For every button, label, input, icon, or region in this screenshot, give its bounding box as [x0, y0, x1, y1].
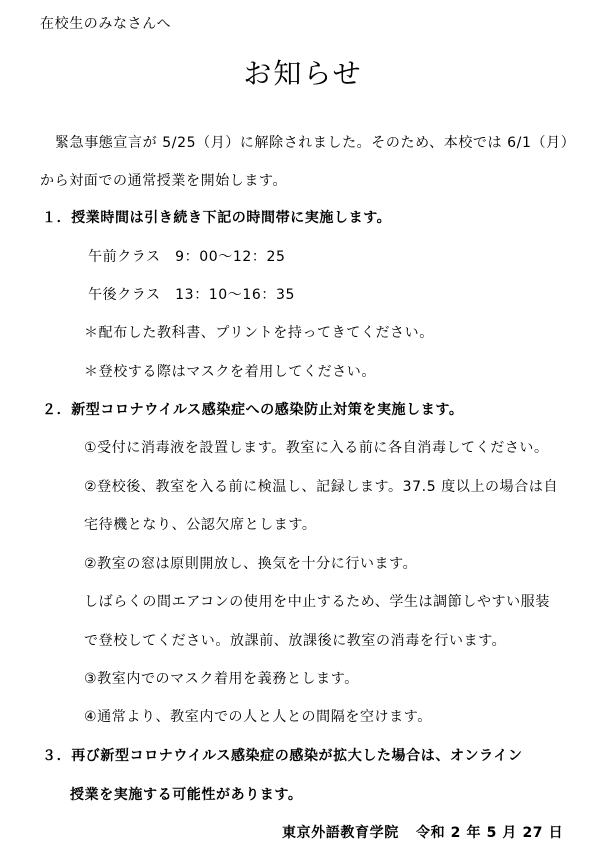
- note-masks: ＊登校する際はマスクを着用してください。: [84, 364, 376, 380]
- intro-line-2: から対面での通常授業を開始します。: [40, 173, 288, 189]
- issue-date: 令和 2 年 5 月 27 日: [416, 825, 564, 841]
- measure-item-3-line-2: しばらくの間エアコンの使用を中止するため、学生は調節しやすい服装: [84, 594, 550, 610]
- measure-item-2-line-2: 宅待機となり、公認欠席とします。: [84, 517, 317, 533]
- section1-heading: １．授業時間は引き続き下記の時間帯に実施します。: [42, 210, 392, 226]
- addressee: 在校生のみなさんへ: [40, 16, 172, 32]
- measure-item-1: ①受付に消毒液を設置します。教室に入る前に各自消毒してください。: [84, 440, 549, 456]
- section2-heading: ２．新型コロナウイルス感染症への感染防止対策を実施します。: [42, 402, 464, 418]
- morning-class-time: 午前クラス 9：00～12：25: [88, 249, 286, 265]
- measure-item-2-line-1: ②登校後、教室を入る前に検温し、記録します。37.5 度以上の場合は自: [84, 479, 559, 495]
- note-textbooks: ＊配布した教科書、プリントを持ってきてください。: [84, 325, 434, 341]
- measure-item-4: ③教室内でのマスク着用を義務とします。: [84, 671, 359, 687]
- page-title: お知らせ: [243, 57, 363, 90]
- school-name: 東京外語教育学院: [282, 825, 399, 841]
- intro-line-1: 緊急事態宣言が 5/25（月）に解除されました。そのため、本校では 6/1（月）: [55, 135, 576, 151]
- measure-item-3-line-1: ②教室の窓は原則開放し、換気を十分に行います。: [84, 556, 418, 572]
- measure-item-5: ④通常より、教室内での人と人との間隔を空けます。: [84, 709, 432, 725]
- afternoon-class-time: 午後クラス 13：10～16：35: [88, 287, 296, 303]
- measure-item-3-line-3: で登校してください。放課前、放課後に教室の消毒を行います。: [84, 633, 507, 649]
- section3-heading-line-2: 授業を実施する可能性があります。: [70, 787, 303, 803]
- section3-heading-line-1: ３．再び新型コロナウイルス感染症の感染が拡大した場合は、オンライン: [42, 748, 523, 764]
